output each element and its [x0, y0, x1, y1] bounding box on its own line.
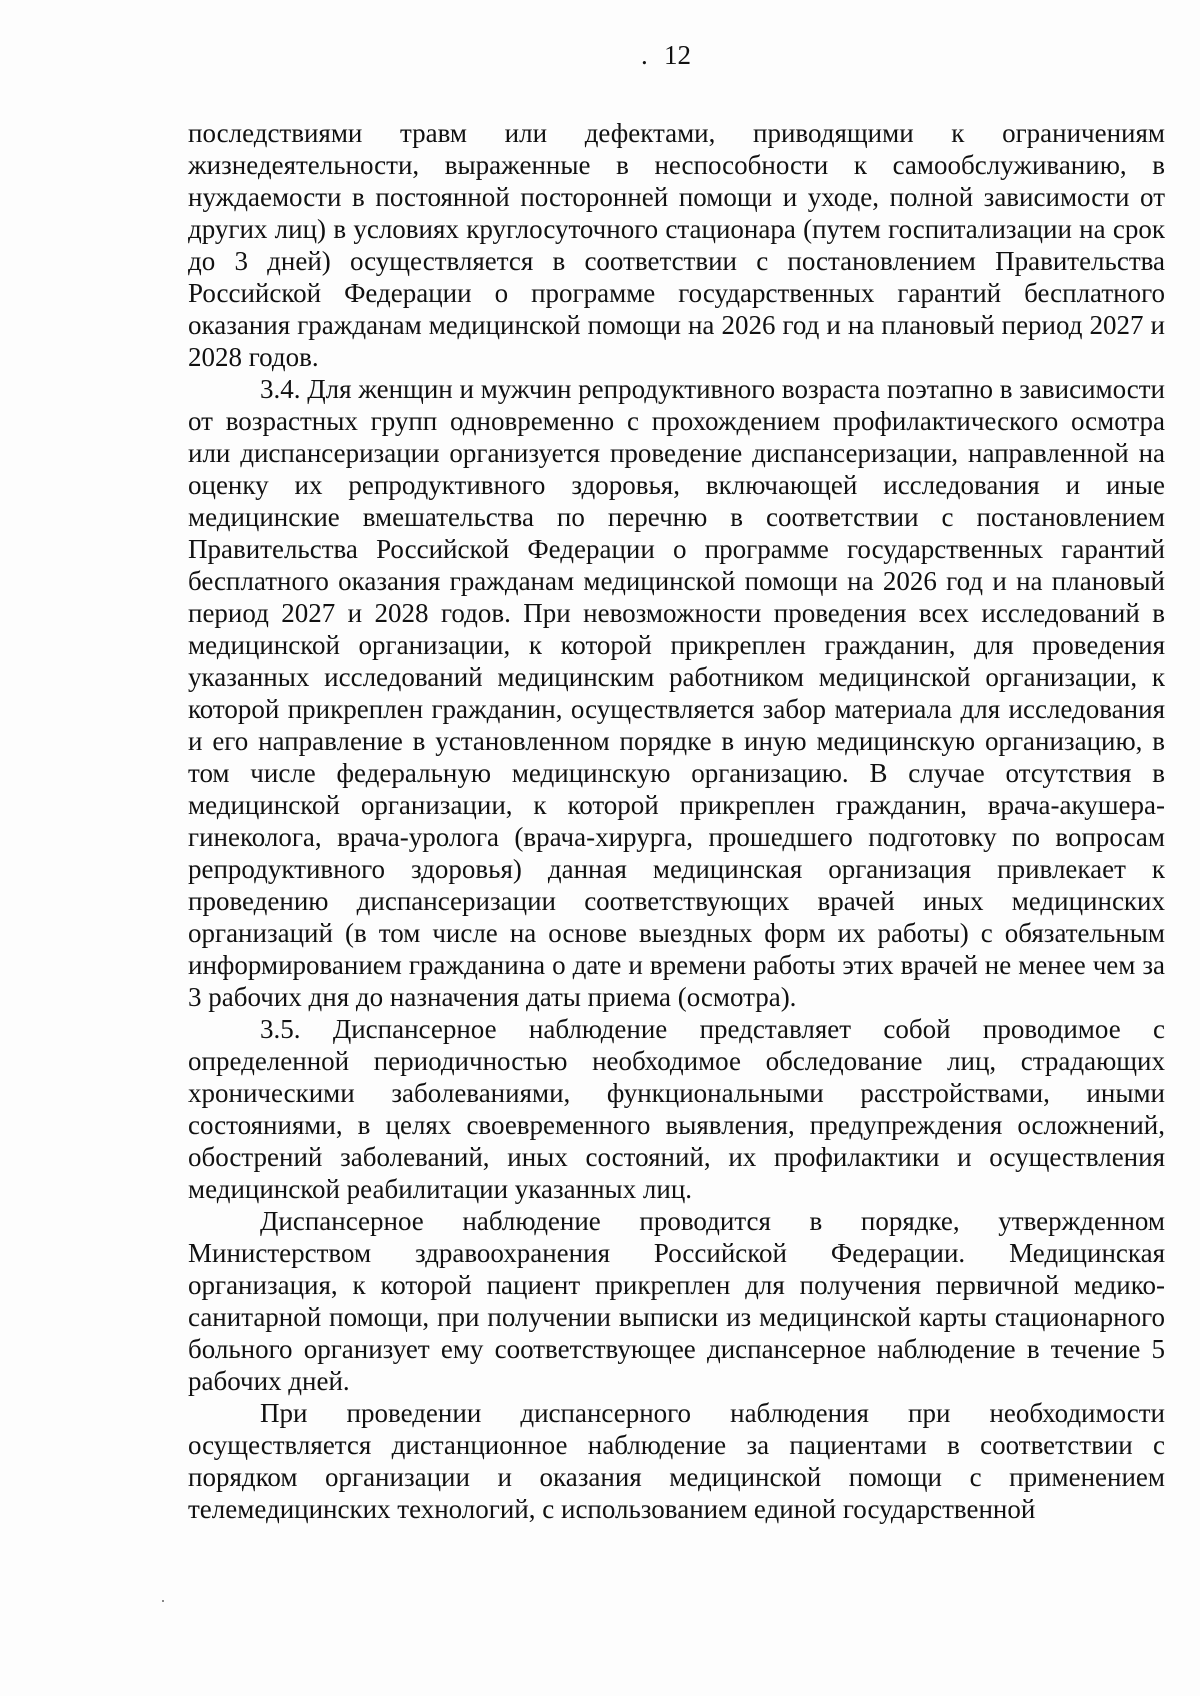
paragraph-3-4 — [188, 373, 1165, 1013]
paragraph-text: Для женщин и мужчин репродуктивного возраста поэтапно в зависимости от возрастных групп одновременно с прохождением профилактического осмотра или диспансеризации организуется проведение диспансеризации, направленной на оценку их репродуктивного здоровья, включающей исследования и иные медицинские вмешательства по перечню в соответствии с постановлением Правительства Российской Федерации о программе государственных гарантий бесплатного оказания гражданам медицинской помощи на 2026 год и на плановый период 2027 и 2028 годов. При невозможности проведения всех исследований в медицинской организации, к которой прикреплен гражданин, для проведения указанных исследований медицинским работником медицинской организации, к которой прикреплен гражданин, осуществляется забор материала для исследования и его направление в установленном порядке в иную медицинскую организацию, в том числе федеральную медицинскую организацию. В случае отсутствия в медицинской организации, к которой прикреплен гражданин, врача-акушера-гинеколога, врача-уролога (врача-хирурга, прошедшего подготовку по вопросам репродуктивного здоровья) данная медицинская организация привлекает к проведению диспансеризации соответствующих врачей иных медицинских организаций (в том числе на основе выездных форм их работы) с обязательным информированием гражданина о дате и времени работы этих врачей не менее чем за 3 рабочих дня до назначения даты приема (осмотра). — [188, 374, 1166, 1012]
paragraph-3-5 — [188, 1013, 1165, 1205]
paragraph-text: Диспансерное наблюдение проводится в порядке, утвержденном Министерством здравоохранения Российской Федерации. Медицинская организация, к которой пациент прикреплен для получения первичной медико-санитарной помощи, при получении выписки из медицинской карты стационарного больного организует ему соответствующее диспансерное наблюдение в течение 5 рабочих дней. — [188, 1206, 1165, 1396]
paragraph-text: При проведении диспансерного наблюдения при необходимости осуществляется дистанционное наблюдение за пациентами в соответствии с порядком организации и оказания медицинской помощи с применением телемедицинских технологий, с использованием единой государственной — [188, 1398, 1165, 1524]
paragraph-dispensary-order — [188, 1205, 1165, 1397]
paragraph-text: последствиями травм или дефектами, приводящими к ограничениям жизнедеятельности, выраженные в неспособности к самообслуживанию, в нуждаемости в постоянной посторонней помощи и уходе, полной зависимости от других лиц) в условиях круглосуточного стационара (путем госпитализации на срок до 3 дней) осуществляется в соответствии с постановлением Правительства Российской Федерации о программе государственных гарантий бесплатного оказания гражданам медицинской помощи на 2026 год и на плановый период 2027 и 2028 годов. — [188, 118, 1165, 372]
paragraph-remote-monitoring — [188, 1397, 1165, 1525]
document-body — [188, 117, 1165, 1525]
page-number-value: 12 — [664, 40, 691, 70]
paragraph-continued — [188, 117, 1165, 373]
paragraph-text: Диспансерное наблюдение представляет собой проводимое с определенной периодичностью необходимое обследование лиц, страдающих хроническими заболеваниями, функциональными расстройствами, иными состояниями, в целях своевременного выявления, предупреждения осложнений, обострений заболеваний, иных состояний, их профилактики и осуществления медицинской реабилитации указанных лиц. — [188, 1014, 1165, 1204]
clause-number: 3.4. — [260, 374, 308, 404]
scan-speck — [162, 1600, 164, 1602]
clause-number: 3.5. — [260, 1014, 333, 1044]
page-number-mark: . — [641, 40, 648, 70]
